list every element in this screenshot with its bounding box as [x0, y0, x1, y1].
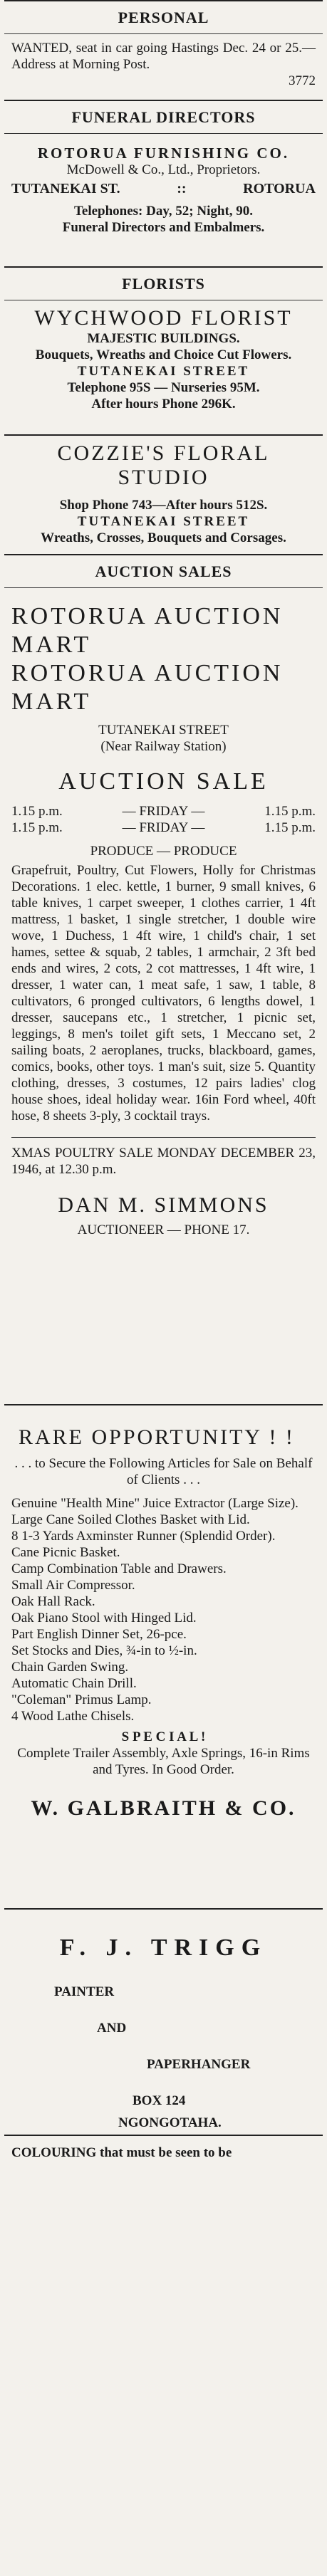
sale-time-row	[11, 803, 316, 820]
wychwood-name: WYCHWOOD FLORIST	[34, 306, 293, 330]
sale-day: — FRIDAY —	[122, 804, 205, 819]
personal-heading: PERSONAL	[118, 9, 209, 26]
mart-near: (Near Railway Station)	[100, 739, 227, 754]
list-item: 4 Wood Lathe Chisels.	[11, 1709, 135, 1724]
funeral-street-row	[11, 181, 316, 197]
wychwood-building: MAJESTIC BUILDINGS.	[87, 331, 240, 346]
funeral-street: TUTANEKAI ST.	[11, 181, 120, 197]
auction-heading: AUCTION SALES	[95, 562, 232, 580]
trigg-line-and: AND	[97, 2021, 127, 2036]
sale-time-row	[11, 820, 316, 836]
funeral-ad	[4, 134, 323, 266]
wychwood-after-hours: After hours Phone 296K.	[91, 397, 236, 412]
sale-time-right: 1.15 p.m.	[264, 804, 316, 819]
funeral-phones: Telephones: Day, 52; Night, 90.	[73, 204, 254, 219]
sale-time-left: 1.15 p.m.	[11, 820, 63, 835]
personal-text: WANTED, seat in car going Hastings Dec. 24 or 25.—Address at Morning Post.	[11, 41, 316, 72]
rule	[11, 1137, 316, 1138]
trigg-line-painter: PAINTER	[54, 1984, 115, 1999]
trigg-box: BOX 124	[133, 2093, 186, 2108]
funeral-street-separator: ::	[177, 181, 187, 197]
mart-name-line2: ROTORUA AUCTION MART	[11, 660, 284, 715]
footer-text: COLOURING that must be seen to be	[11, 2145, 232, 2160]
cozzie-name: COZZIE'S FLORAL STUDIO	[57, 441, 270, 489]
list-item: Small Air Compressor.	[11, 1578, 135, 1593]
funeral-town: ROTORUA	[243, 181, 316, 197]
wychwood-phone: Telephone 95S — Nurseries 95M.	[67, 380, 260, 395]
florists-heading: FLORISTS	[122, 275, 205, 293]
produce-heading: PRODUCE — PRODUCE	[90, 844, 237, 859]
auction-mart-ad	[4, 588, 323, 1404]
sale-day: — FRIDAY —	[122, 820, 205, 835]
auctioneer-phone: AUCTIONEER — PHONE 17.	[77, 1222, 250, 1237]
list-item: Large Cane Soiled Clothes Basket with Lid.	[11, 1512, 250, 1527]
wychwood-desc: Bouquets, Wreaths and Choice Cut Flowers.	[35, 347, 292, 362]
mart-street: TUTANEKAI STREET	[98, 723, 229, 738]
rare-opportunity-ad	[4, 1405, 323, 1908]
personal-ad	[4, 34, 323, 100]
list-item: "Coleman" Primus Lamp.	[11, 1692, 152, 1707]
galbraith-company: W. GALBRAITH & CO.	[31, 1796, 296, 1820]
wychwood-street: TUTANEKAI STREET	[77, 364, 250, 379]
trigg-town: NGONGOTAHA.	[118, 2115, 222, 2130]
special-text: Complete Trailer Assembly, Axle Springs, 16-in Rims and Tyres. In Good Order.	[17, 1746, 310, 1777]
rare-items-list	[11, 1495, 316, 1724]
xmas-poultry-sale: XMAS POULTRY SALE MONDAY DECEMBER 23, 1946, at 12.30 p.m.	[11, 1146, 316, 1177]
funeral-heading: FUNERAL DIRECTORS	[71, 108, 256, 126]
list-item: Cane Picnic Basket.	[11, 1545, 120, 1560]
list-item: 8 1-3 Yards Axminster Runner (Splendid Order).	[11, 1529, 276, 1544]
funeral-tagline: Funeral Directors and Embalmers.	[62, 220, 265, 235]
rare-intro: . . . to Secure the Following Articles for Sale on Behalf of Clients . . .	[14, 1456, 313, 1487]
special-heading: S P E C I A L !	[121, 1729, 206, 1744]
cozzie-phone: Shop Phone 743—After hours 512S.	[59, 498, 268, 513]
personal-ref: 3772	[289, 73, 316, 88]
cozzie-ad	[4, 436, 323, 554]
cozzie-desc: Wreaths, Crosses, Bouquets and Corsages.	[41, 530, 286, 545]
funeral-company: ROTORUA FURNISHING CO.	[37, 145, 290, 162]
auctioneer-name: DAN M. SIMMONS	[58, 1193, 269, 1217]
sale-time-right: 1.15 p.m.	[264, 820, 316, 835]
list-item: Genuine "Health Mine" Juice Extractor (Large Size).	[11, 1496, 299, 1511]
list-item: Oak Hall Rack.	[11, 1594, 95, 1609]
mart-name-line1: ROTORUA AUCTION MART	[11, 603, 284, 658]
sale-time-left: 1.15 p.m.	[11, 804, 63, 819]
auction-sale-title: AUCTION SALE	[58, 768, 269, 795]
list-item: Chain Garden Swing.	[11, 1660, 129, 1675]
cozzie-street: TUTANEKAI STREET	[77, 514, 250, 529]
trigg-name: F. J. TRIGG	[59, 1934, 268, 1961]
trigg-line-paperhanger: PAPERHANGER	[147, 2057, 251, 2072]
list-item: Camp Combination Table and Drawers.	[11, 1561, 227, 1576]
rare-title: RARE OPPORTUNITY ! !	[19, 1425, 295, 1449]
list-item: Set Stocks and Dies, ¾-in to ½-in.	[11, 1643, 197, 1658]
funeral-proprietors: McDowell & Co., Ltd., Proprietors.	[66, 162, 261, 177]
list-item: Automatic Chain Drill.	[11, 1676, 137, 1691]
sale-items: Grapefruit, Poultry, Cut Flowers, Holly for Christmas Decorations. 1 elec. kettle, 1 burner, 9 small knives, 6 table knives, 1 carpet sweeper, 1 clothes carrier, 1 4ft mattress, 1 basket, 1 single stretcher, 1 double wire wove, 1 Duchess, 1 4ft wire, 1 child's chair, 1 set hames, settee & squab, 2 tables, 1 armchair, 2 3ft bed ends and wires, 2 cots, 2 cot mattresses, 1 4ft wire, 1 dresser, 1 water can, 1 meat safe, 1 saw, 1 table, 8 cultivators, 6 pronged cultivators, 6 lengths dowel, 1 dresser, saucepans etc., 1 stretcher, 1 picnic set, leggings, 8 men's toilet gift sets, 1 Meccano set, 2 sailing boats, 2 aeroplanes, trucks, blackboard, games, comics, books, other toys. 1 man's suit, size 5. Quantity clothing, dresses, 3 costumes, 12 pairs ladies' clog house shoes, ideal holiday wear. 16in Ford wheel, 40ft hose, 8 sheets 3-ply, 3 cocktail trays.	[11, 863, 316, 1124]
list-item: Oak Piano Stool with Hinged Lid.	[11, 1611, 197, 1625]
wychwood-ad	[4, 300, 323, 434]
trigg-ad	[4, 1910, 323, 2135]
list-item: Part English Dinner Set, 26-pce.	[11, 1627, 187, 1642]
